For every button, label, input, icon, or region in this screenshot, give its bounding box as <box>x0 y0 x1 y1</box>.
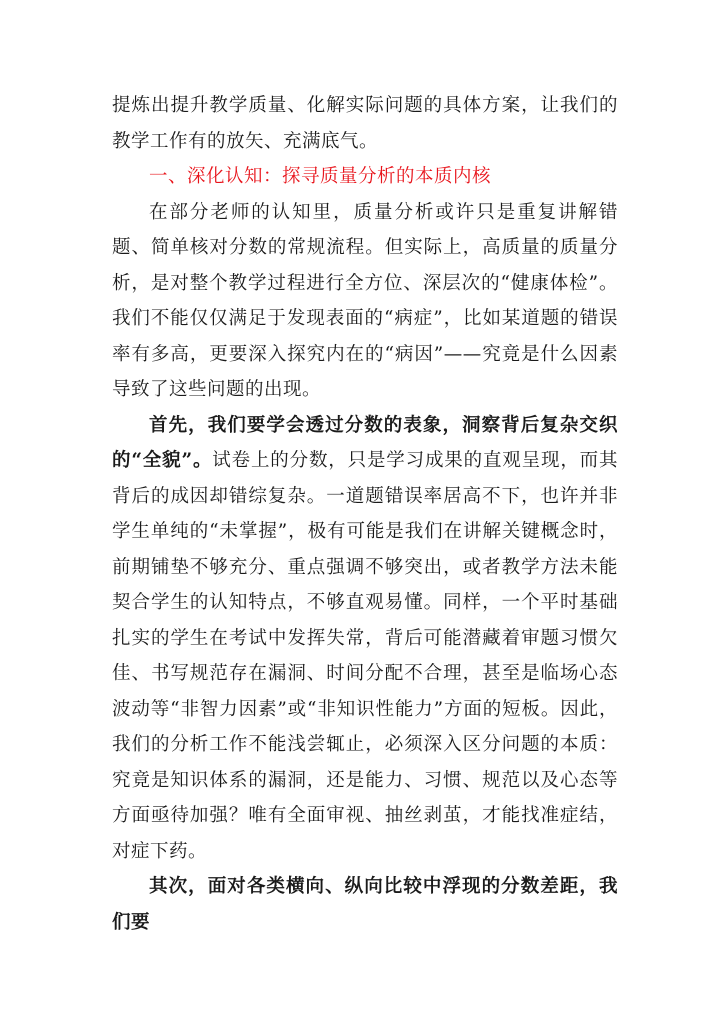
document-body <box>112 88 618 940</box>
paragraph-cognition: 在部分老师的认知里，质量分析或许只是重复讲解错题、简单核对分数的常规流程。但实际上，高质量的质量分析，是对整个教学过程进行全方位、深层次的“健康体检”。我们不能仅仅满足于发现表面的“病症”，比如某道题的错误率有多高，更要深入探究内在的“病因”——究竟是什么因素导致了这些问题的出现。 <box>112 201 618 400</box>
paragraph-first <box>112 408 618 870</box>
paragraph-first-lead: 首先，我们要学会透过分数的表象，洞察背后复杂交织的“全貌”。 <box>112 414 618 471</box>
section-heading: 一、深化认知：探寻质量分析的本质内核 <box>149 166 492 187</box>
paragraph-second <box>112 869 618 940</box>
paragraph-intro-continuation: 提炼出提升教学质量、化解实际问题的具体方案，让我们的教学工作有的放矢、充满底气。 <box>112 95 618 152</box>
paragraph-first-body: 试卷上的分数，只是学习成果的直观呈现，而其背后的成因却错综复杂。一道题错误率居高不下，也许并非学生单纯的“未掌握”，极有可能是我们在讲解关键概念时，前期铺垫不够充分、重点强调不够突出，或者教学方法未能契合学生的认知特点，不够直观易懂。同样，一个平时基础扎实的学生在考试中发挥失常，背后可能潜藏着审题习惯欠佳、书写规范存在漏洞、时间分配不合理，甚至是临场心态波动等“非智力因素”或“非知识性能力”方面的短板。因此，我们的分析工作不能浅尝辄止，必须深入区分问题的本质：究竟是知识体系的漏洞，还是能力、习惯、规范以及心态等方面亟待加强？唯有全面审视、抽丝剥茧，才能找准症结，对症下药。 <box>112 450 618 862</box>
paragraph-second-lead: 其次，面对各类横向、纵向比较中浮现的分数差距，我们要 <box>112 876 618 933</box>
